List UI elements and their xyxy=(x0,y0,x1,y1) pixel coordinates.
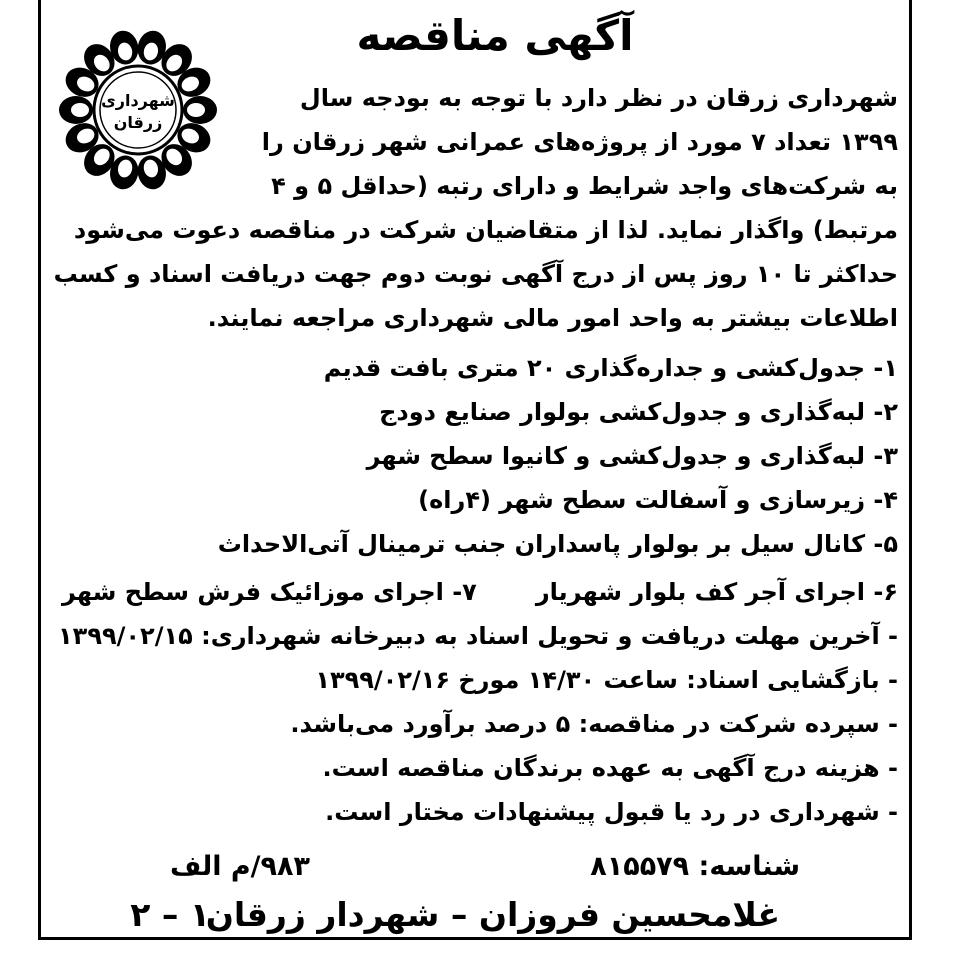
notice-code: ۹۸۳/م الف xyxy=(169,851,310,882)
paragraph-line-6: اطلاعات بیشتر به واحد امور مالی شهرداری مراجعه نمایند. xyxy=(207,304,898,332)
paragraph-line-1: شهرداری زرقان در نظر دارد با توجه به بودجه سال xyxy=(299,84,898,112)
paragraph-line-3: به شرکت‌های واجد شرایط و دارای رتبه (حداقل ۵ و ۴ xyxy=(271,172,898,200)
municipality-seal-icon xyxy=(58,28,218,193)
seal-text: شهرداری زرقان xyxy=(101,91,175,132)
seal-petal-inner xyxy=(187,103,205,117)
condition-deadline: - آخرین مهلت دریافت و تحویل اسناد به دبیرخانه شهرداری: ۱۳۹۹/۰۲/۱۵ xyxy=(58,622,898,650)
paragraph-line-4: مرتبط) واگذار نماید. لذا از متقاضیان شرکت در مناقصه دعوت می‌شود xyxy=(73,216,898,244)
paragraph-line-5: حداکثر تا ۱۰ روز پس از درج آگهی نوبت دوم جهت دریافت اسناد و کسب xyxy=(53,260,898,288)
condition-deposit: - سپرده شرکت در مناقصه: ۵ درصد برآورد می‌باشد. xyxy=(290,710,898,738)
condition-ad-cost: - هزینه درج آگهی به عهده برندگان مناقصه است. xyxy=(322,754,898,782)
project-item-6: ۶- اجرای آجر کف بلوار شهریار xyxy=(535,578,898,606)
notice-identifier-row xyxy=(60,844,860,890)
project-item-4: ۴- زیرسازی و آسفالت سطح شهر (۴راه) xyxy=(418,486,898,514)
signature-row xyxy=(60,890,860,940)
project-item-7: ۷- اجرای موزائیک فرش سطح شهر xyxy=(62,578,477,606)
project-item-3: ۳- لبه‌گذاری و جدول‌کشی و کانیوا سطح شهر xyxy=(366,442,898,470)
project-item-1: ۱- جدول‌کشی و جداره‌گذاری ۲۰ متری بافت قدیم xyxy=(323,354,898,382)
project-items-6-7 xyxy=(62,570,898,614)
paragraph-line-2: ۱۳۹۹ تعداد ۷ مورد از پروژه‌های عمرانی شهر زرقان را xyxy=(261,128,898,156)
signatory-name: غلامحسین فروزان – شهردار زرقان xyxy=(205,895,780,934)
condition-rights: - شهرداری در رد یا قبول پیشنهادات مختار است. xyxy=(325,798,898,826)
issue-number: ۱ – ۲ xyxy=(130,895,210,934)
seal-petal-inner xyxy=(71,103,89,117)
project-item-5: ۵- کانال سیل بر بولوار پاسداران جنب ترمینال آتی‌الاحداث xyxy=(217,530,898,558)
notice-id: شناسه: ۸۱۵۵۷۹ xyxy=(590,851,800,882)
project-item-2: ۲- لبه‌گذاری و جدول‌کشی بولوار صنایع دودج xyxy=(379,398,898,426)
notice-title: آگهی مناقصه xyxy=(356,11,634,60)
condition-opening: - بازگشایی اسناد: ساعت ۱۴/۳۰ مورخ ۱۳۹۹/۰۲/۱۶ xyxy=(315,666,898,694)
